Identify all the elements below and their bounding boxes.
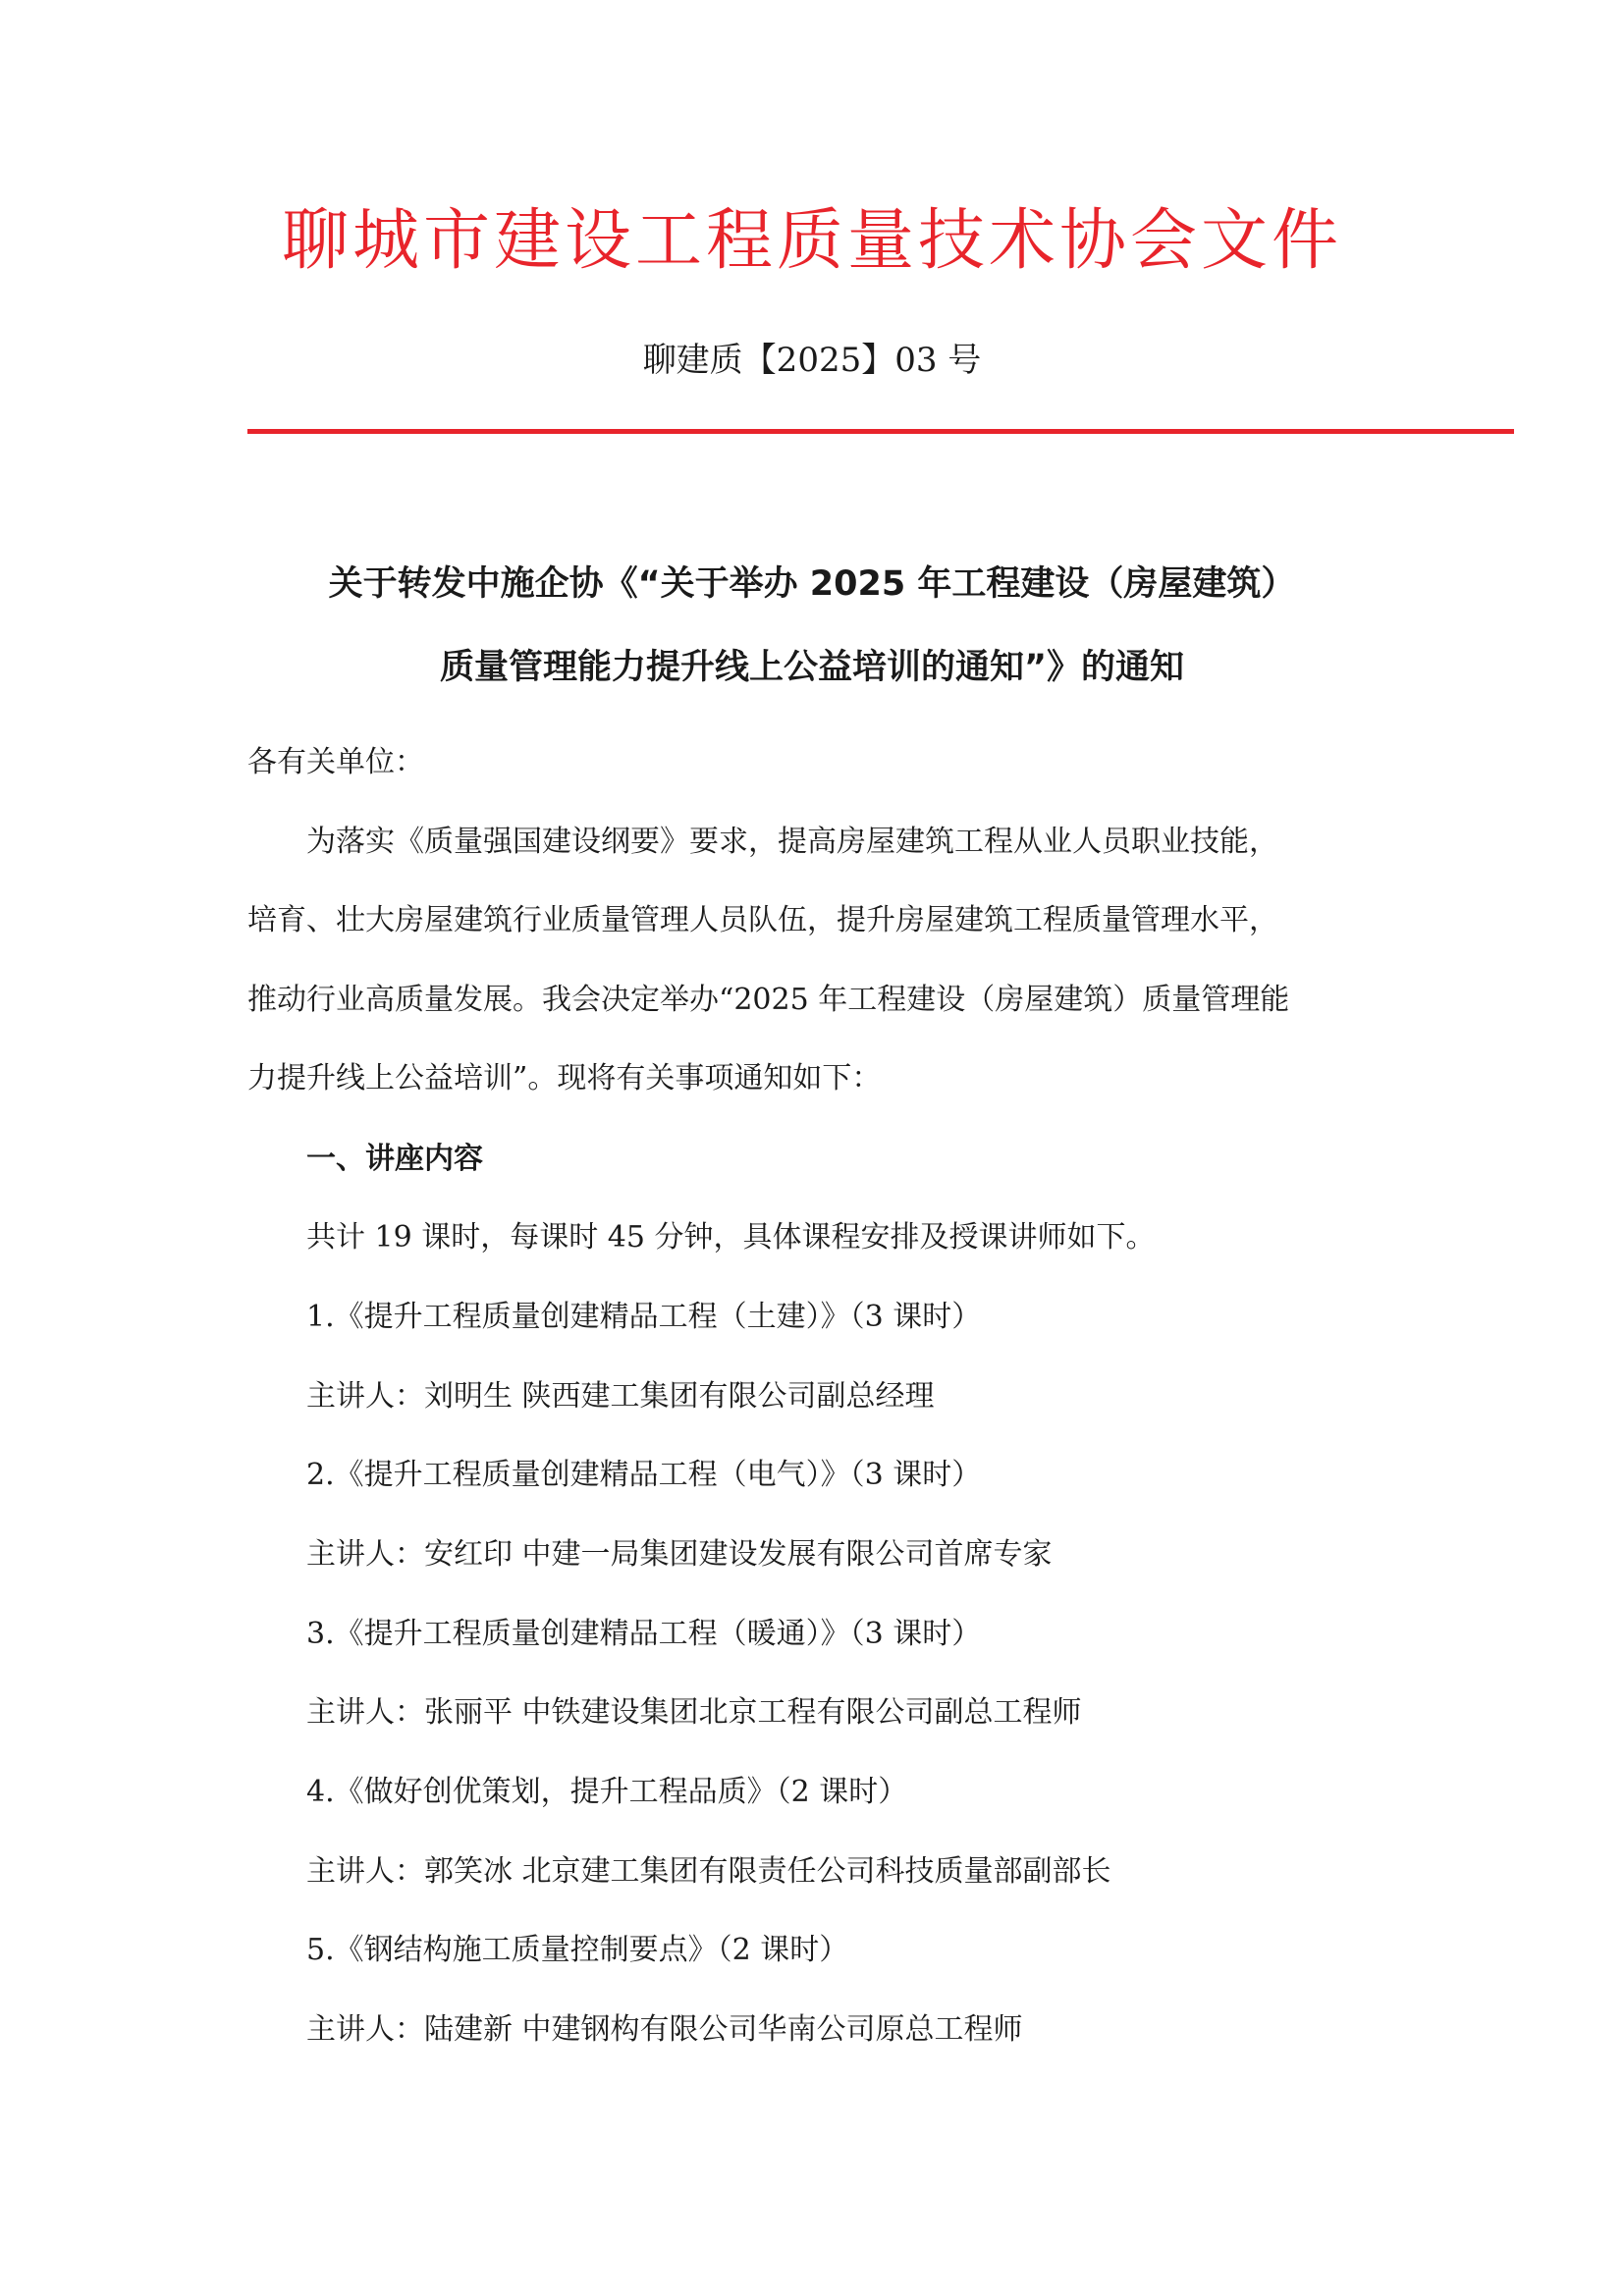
course-lecturer-3: 主讲人：张丽平 中铁建设集团北京工程有限公司副总工程师 xyxy=(306,1695,1082,1730)
course-title-3: 3.《提升工程质量创建精品工程（暖通）》（3 课时） xyxy=(306,1617,982,1651)
intro-line-4: 力提升线上公益培训”。现将有关事项通知如下： xyxy=(247,1061,882,1095)
intro-line-3: 推动行业高质量发展。我会决定举办“2025 年工程建设（房屋建筑）质量管理能 xyxy=(247,983,1290,1017)
section-heading-1: 一、讲座内容 xyxy=(306,1142,483,1176)
header-divider xyxy=(247,429,1514,434)
intro-line-1: 为落实《质量强国建设纲要》要求，提高房屋建筑工程从业人员职业技能， xyxy=(306,825,1278,859)
course-lecturer-5: 主讲人：陆建新 中建钢构有限公司华南公司原总工程师 xyxy=(306,2012,1023,2047)
org-header-title: 聊城市建设工程质量技术协会文件 xyxy=(281,202,1342,280)
course-title-4: 4.《做好创优策划，提升工程品质》（2 课时） xyxy=(306,1775,908,1809)
document-number: 聊建质【2025】03 号 xyxy=(642,341,982,380)
course-title-2: 2.《提升工程质量创建精品工程（电气）》（3 课时） xyxy=(306,1458,982,1492)
intro-line-2: 培育、壮大房屋建筑行业质量管理人员队伍，提升房屋建筑工程质量管理水平， xyxy=(247,903,1278,937)
course-lecturer-1: 主讲人：刘明生 陕西建工集团有限公司副总经理 xyxy=(306,1379,935,1414)
course-lecturer-4: 主讲人：郭笑冰 北京建工集团有限责任公司科技质量部副部长 xyxy=(306,1854,1111,1889)
course-lecturer-2: 主讲人：安红印 中建一局集团建设发展有限公司首席专家 xyxy=(306,1537,1053,1572)
document-title-line-1: 关于转发中施企协《“关于举办 2025 年工程建设（房屋建筑） xyxy=(328,564,1296,604)
document-title-line-2: 质量管理能力提升线上公益培训的通知”》的通知 xyxy=(439,648,1184,687)
course-title-5: 5.《钢结构施工质量控制要点》（2 课时） xyxy=(306,1933,849,1967)
salutation: 各有关单位： xyxy=(247,745,424,779)
section-summary: 共计 19 课时，每课时 45 分钟，具体课程安排及授课讲师如下。 xyxy=(306,1220,1156,1255)
course-title-1: 1.《提升工程质量创建精品工程（土建）》（3 课时） xyxy=(306,1300,982,1334)
